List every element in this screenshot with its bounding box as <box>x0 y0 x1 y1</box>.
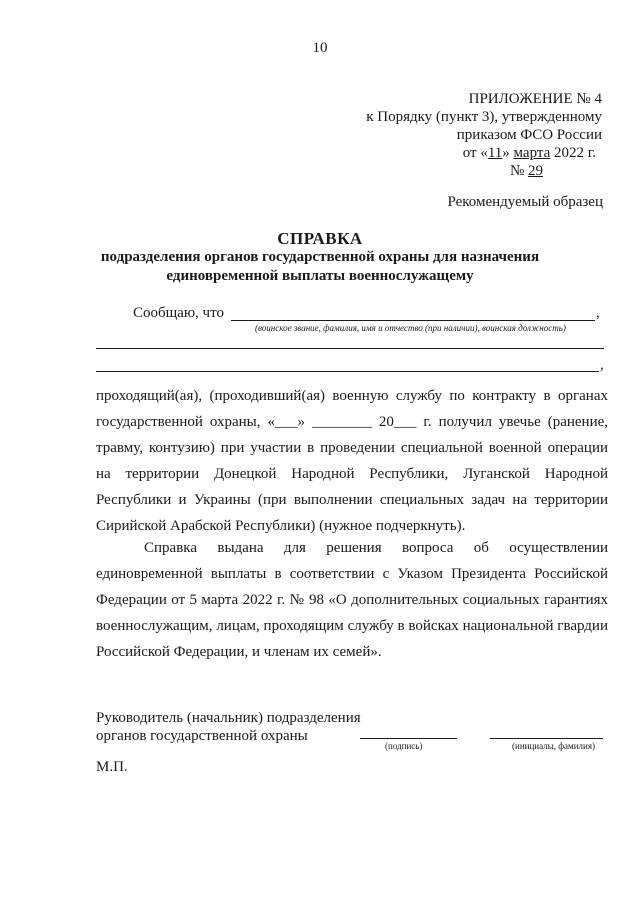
seal-placeholder: М.П. <box>96 759 128 775</box>
blank-line-3 <box>96 371 599 372</box>
document-subtitle-line2: единовременной выплаты военнослужащему <box>166 268 474 284</box>
name-hint: (инициалы, фамилия) <box>512 741 595 751</box>
appendix-date-month: марта <box>513 145 551 161</box>
blank-line-2 <box>96 348 604 349</box>
signature-line <box>360 738 457 739</box>
appendix-issuer: приказом ФСО России <box>456 127 602 143</box>
page-number: 10 <box>312 40 328 56</box>
document-subtitle-line1: подразделения органов государственной охраны для назначения <box>100 249 540 265</box>
recommended-sample-label: Рекомендуемый образец <box>447 194 603 210</box>
appendix-number: № 29 <box>509 163 543 179</box>
name-line <box>490 738 603 739</box>
document-subtitle <box>0 248 640 286</box>
report-label: Сообщаю, что <box>133 305 224 321</box>
appendix-title: ПРИЛОЖЕНИЕ № 4 <box>468 91 602 107</box>
service-paragraph: проходящий(ая), (проходивший(ая) военную службу по контракту в органах государственной охраны, «___» ________ 20___ г. получил увечье (ранение, травму, контузию) при участии в проведении специальной военной операции на территории Донецкой Народной Республики, Луганской Народной Республики и Украины (при выполнении специальных задач на территории Сирийской Арабской Республики) (нужное подчеркнуть). <box>96 388 608 534</box>
blank-line-rank-name <box>231 320 595 321</box>
appendix-date: от «11» марта 2022 г. <box>462 145 596 161</box>
signature-hint: (подпись) <box>385 741 423 751</box>
comma-1: , <box>596 305 600 321</box>
appendix-order-ref: к Порядку (пункт 3), утвержденному <box>366 109 602 125</box>
signatory-title-line2: органов государственной охраны <box>96 728 308 744</box>
appendix-block <box>366 90 602 180</box>
purpose-paragraph: Справка выдана для решения вопроса об осуществлении единовременной выплаты в соответствии с Указом Президента Российской Федерации от 5 марта 2022 г. № 98 «О дополнительных социальных гарантиях военнослужащим, лицам, проходящим службу в войсках национальной гвардии Российской Федерации, и членам их семей». <box>96 540 608 660</box>
signatory-title-line1: Руководитель (начальник) подразделения <box>96 710 361 726</box>
appendix-number-value: 29 <box>528 163 543 179</box>
rank-name-hint: (воинское звание, фамилия, имя и отчество (при наличии), воинская должность) <box>255 323 566 333</box>
comma-2: , <box>600 357 604 373</box>
signatory-title <box>96 709 361 745</box>
appendix-date-day: 11 <box>487 145 503 161</box>
document-title: СПРАВКА <box>277 229 363 248</box>
